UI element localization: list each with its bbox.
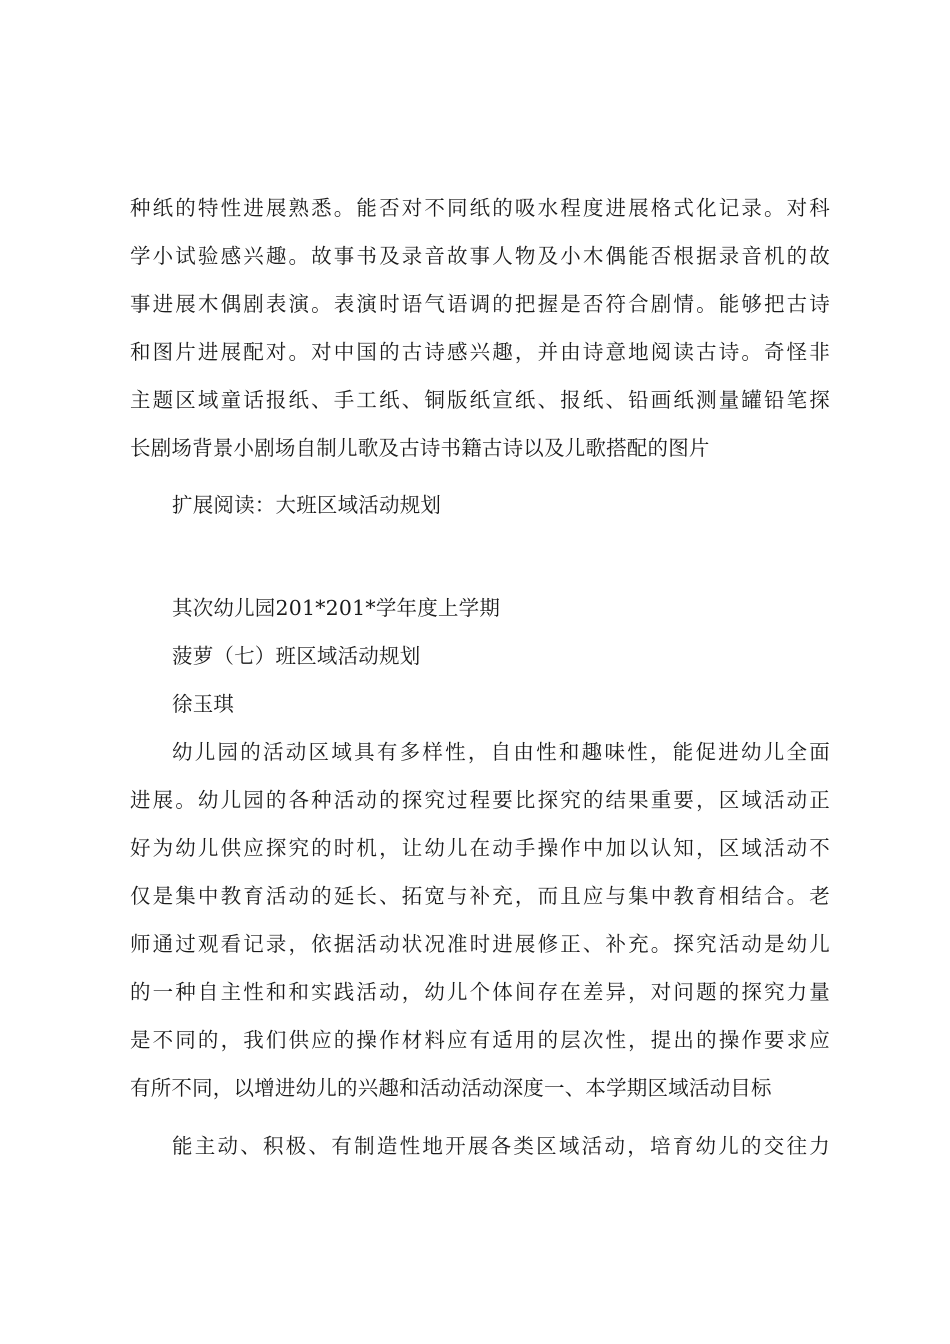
author-name: 徐玉琪 [172,692,235,716]
paragraph-2-line-5: 师通过观看记录，依据活动状况准时进展修正、补充。探究活动是幼儿 [130,932,830,956]
paragraph-1-line-4: 和图片进展配对。对中国的古诗感兴趣，并由诗意地阅读古诗。奇怪非 [130,340,830,364]
plan-title: 菠萝（七）班区域活动规划 [172,644,421,668]
paragraph-1-line-1: 种纸的特性进展熟悉。能否对不同纸的吸水程度进展格式化记录。对科 [130,196,830,220]
paragraph-1-line-2: 学小试验感兴趣。故事书及录音故事人物及小木偶能否根据录音机的故 [130,244,830,268]
paragraph-2-line-1: 幼儿园的活动区域具有多样性，自由性和趣味性，能促进幼儿全面 [172,740,830,764]
paragraph-1-line-6: 长剧场背景小剧场自制儿歌及古诗书籍古诗以及儿歌搭配的图片 [130,436,710,460]
paragraph-2-line-2: 进展。幼儿园的各种活动的探究过程要比探究的结果重要，区域活动正 [130,788,830,812]
paragraph-2-line-3: 好为幼儿供应探究的时机，让幼儿在动手操作中加以认知，区域活动不 [130,836,830,860]
paragraph-2-line-7: 是不同的，我们供应的操作材料应有适用的层次性，提出的操作要求应 [130,1028,830,1052]
paragraph-2-line-6: 的一种自主性和和实践活动，幼儿个体间存在差异，对问题的探究力量 [130,980,830,1004]
paragraph-2-line-8: 有所不同，以增进幼儿的兴趣和活动活动深度一、本学期区域活动目标 [130,1076,772,1100]
paragraph-1-line-3: 事进展木偶剧表演。表演时语气语调的把握是否符合剧情。能够把古诗 [130,292,830,316]
paragraph-3-line-1: 能主动、积极、有制造性地开展各类区域活动，培育幼儿的交往力 [172,1134,830,1158]
school-term-heading: 其次幼儿园201*201*学年度上学期 [172,596,501,620]
extended-reading-title: 扩展阅读：大班区域活动规划 [172,493,442,517]
paragraph-1-line-5: 主题区域童话报纸、手工纸、铜版纸宣纸、报纸、铅画纸测量罐铅笔探 [130,388,830,412]
paragraph-2-line-4: 仅是集中教育活动的延长、拓宽与补充，而且应与集中教育相结合。老 [130,884,830,908]
